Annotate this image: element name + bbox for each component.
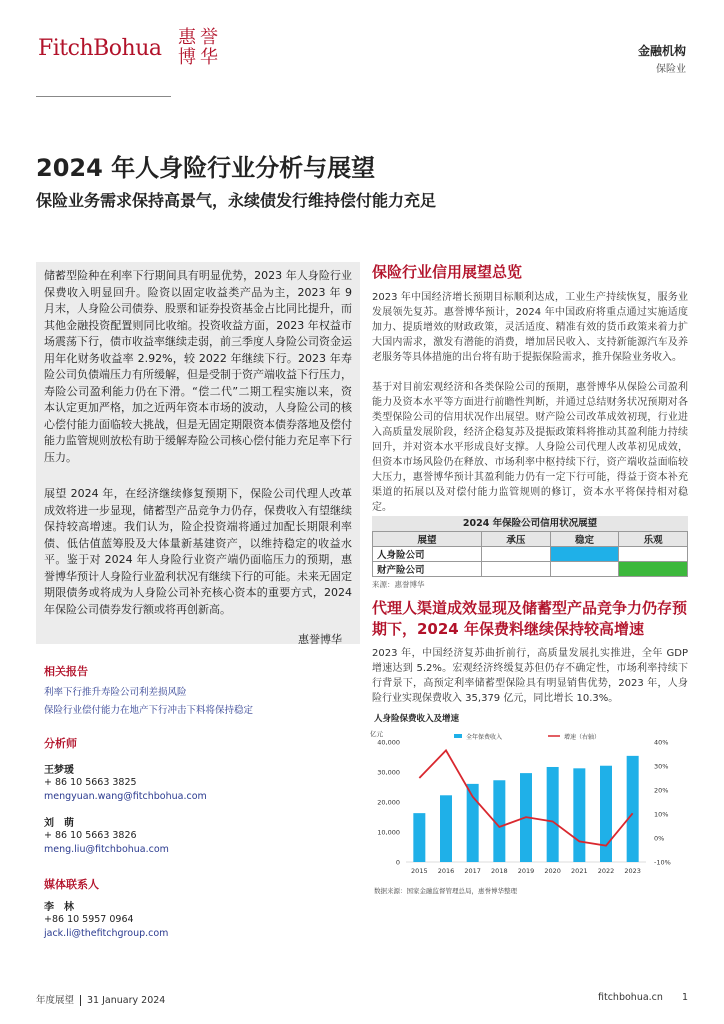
y-tick-left: 0 [395,858,400,867]
table-row [373,562,688,577]
legend-label-line: 增速（右轴） [564,734,601,741]
section-heading-outlook: 保险行业信用展望总览 [372,263,523,281]
bar-2020 [547,767,559,862]
section1-para-1: 2023 年中国经济增长预期目标顺利达成，工业生产持续恢复，服务业发展领先复苏。惠誉博华预计，2024 年中国政府将重点通过实施适度加力、提质增效的财政政策，灵活适度、精准有效的货币政策来着力扩大国内需求，激发有潜能的消费，增加居民收入、支持新能源汽车及养老服务等具体措施的出台将有助于提振保险需求，推升保险业务收入。 [372,292,688,363]
media-email[interactable]: jack.li@thefitchgroup.com [44,928,169,939]
x-tick-2023: 2023 [624,867,641,875]
y-tick-right: 0% [654,834,665,843]
bar-2021 [573,768,585,862]
y-tick-right: 30% [654,762,669,771]
y-tick-left: 10,000 [377,828,400,837]
table-header: 稳定 [550,532,619,547]
row-label: 人身险公司 [373,547,482,562]
premium-chart [366,722,696,898]
row-label: 财产险公司 [373,562,482,577]
analyst-1 [44,761,354,804]
summary-para-1: 储蓄型险种在利率下行期间具有明显优势，2023 年人身险行业保费收入明显回升。险资以固定收益类产品为主，2023 年 9 月末，人身险公司债券、股票和证券投资基金占比同比提升，而其他金融投资配置则同比收缩。投资收益方面，2023 年权益市场震荡下行，债市收益率继续走弱，前三季度人身险公司资金运用年化财务收益率 2.92%，较 2022 年继续下行。2023 年寿险公司负债端压力有所缓解，但是受制于资产端收益下行压力，寿险公司盈利能力仍在下滑。“偿二代”二期工程实施以来，资本认定更加严格，加之近两年资本市场的波动，人身险公司的核心偿付能力面临较大挑战，但是无固定期限资本债券落地及偿付能力监管规则放松有助于缓解寿险公司核心偿付能力充足率下行压力。 [44,269,352,464]
outlook-table-block [372,516,688,590]
bar-2022 [600,766,612,862]
chart-title: 人身险保费收入及增速 [374,714,460,724]
y-axis-left-label: 亿元 [370,730,383,738]
x-tick-2021: 2021 [571,867,588,875]
table-source: 来源：惠誉博华 [372,580,425,589]
y-tick-right: 20% [654,786,669,795]
related-link-2[interactable]: 保险行业偿付能力在地产下行冲击下料将保持稳定 [44,705,254,716]
analyst-email[interactable]: meng.liu@fitchbohua.com [44,844,169,855]
media-title: 媒体联系人 [44,878,99,891]
analyst-phone: + 86 10 5663 3826 [44,830,137,841]
bar-2016 [440,795,452,862]
y-tick-left: 30,000 [377,768,400,777]
summary-signature: 惠誉博华 [298,633,342,646]
cell-optimistic [619,547,688,562]
page-title: 2024 年人身险行业分析与展望 [36,154,376,182]
cell-pressure [482,562,551,577]
header-subcategory: 保险业 [656,64,686,75]
footer-site[interactable]: fitchbohua.cn [598,992,663,1003]
bar-2023 [627,756,639,862]
footer-date: 31 January 2024 [87,995,166,1006]
analyst-email[interactable]: mengyuan.wang@fitchbohua.com [44,791,207,802]
page-number: 1 [682,992,689,1003]
analyst-name: 王梦瑗 [44,765,74,776]
cell-pressure [482,547,551,562]
footer-divider [80,995,81,1006]
media-name: 李 林 [44,902,74,913]
cell-optimistic-pc [619,562,688,577]
chart-source: 数据来源：国家金融监督管理总局，惠誉博华整理 [374,887,517,895]
table-header: 乐观 [619,532,688,547]
section-heading-premium: 代理人渠道成效显现及储蓄型产品竞争力仍存预期下，2024 年保费料继续保持较高增速 [372,599,688,638]
bar-2015 [413,813,425,862]
x-tick-2015: 2015 [411,867,428,875]
analyst-title: 分析师 [44,737,77,750]
analyst-phone: + 86 10 5663 3825 [44,777,137,788]
legend-swatch-bar [454,734,462,738]
x-tick-2018: 2018 [491,867,508,875]
x-tick-2020: 2020 [544,867,561,875]
summary-para-2: 展望 2024 年，在经济继续修复预期下，保险公司代理人改革成效将进一步显现，储蓄型产品竞争力仍存，保费收入有望继续保持较高增速。我们认为，险企投资端将通过加配长期限利率债、低估值蓝筹股及大体量新基建资产，以维持稳定的收益水平。鉴于对 2024 年人身险行业资产端仍面临压力的预期，惠誉博华预计人身险行业盈利状况有继续下行的可能。未来无固定期限债务或将成为人身险公司补充核心资本的重要方式，2024 年保险公司债券发行额或将再创新高。 [44,487,352,616]
outlook-table [372,531,688,577]
related-reports [44,663,354,719]
page-subtitle: 保险业务需求保持高景气，永续债发行维持偿付能力充足 [36,191,437,210]
table-header: 展望 [373,532,482,547]
section2-para: 2023 年，中国经济复苏曲折前行，高质量发展扎实推进，全年 GDP 增速达到 5.2%。宏观经济终缓复苏但仍存不确定性，市场利率持续下行背景下，高预定利率储蓄型保险具有明显销售优势，2023 年，人身险行业实现保费收入 35,379 亿元，同比增长 10.3%。 [372,648,688,704]
cell-stable-life [550,547,619,562]
footer-report-type: 年度展望 [36,995,75,1006]
y-tick-right: 10% [654,810,669,819]
analysts-section [44,735,354,857]
logo-text: FitchBohua [38,36,162,61]
header-divider [36,96,171,97]
y-tick-right: -10% [654,858,671,867]
logo-cn-line2: 博华 [178,47,222,68]
cell-stable [550,562,619,577]
table-row [373,547,688,562]
x-tick-2017: 2017 [464,867,481,875]
footer-left [36,992,165,1006]
analyst-name: 刘 萌 [44,818,74,829]
table-header: 承压 [482,532,551,547]
x-tick-2016: 2016 [437,867,455,875]
related-link-1[interactable]: 利率下行推升寿险公司利差损风险 [44,687,187,698]
section1-para-2: 基于对目前宏观经济和各类保险公司的预期，惠誉博华从保险公司盈利能力及资本水平等方面进行前瞻性判断，并通过总结财务状况预期对各类型保险公司的信用状况作出展望。财产险公司改革成效初现，行业进入高质量发展阶段，经济企稳复苏及提振政策料将推动其盈利能力持续回升，并对资本水平形成良好支撑。人身险公司代理人改革初见成效，但资本市场风险仍在释放、市场利率中枢持续下行，资产端收益面临较大压力，惠誉博华预计其盈利能力仍有一定下行可能，得益于资本补充渠道的拓展以及对偿付能力监管规则的修订，资本水平将保持相对稳定。 [372,382,688,513]
media-phone: +86 10 5957 0964 [44,914,134,925]
logo-cn-line1: 惠誉 [178,27,222,48]
logo-chinese [178,28,228,68]
media-contact-section [44,876,354,941]
analyst-2 [44,814,354,857]
x-tick-2019: 2019 [517,867,535,875]
related-title: 相关报告 [44,665,88,678]
logo [38,36,162,61]
y-tick-left: 20,000 [377,798,400,807]
y-tick-right: 40% [654,738,669,747]
legend-label-bar: 全年保费收入 [466,734,503,741]
outlook-table-title: 2024 年保险公司信用状况展望 [372,516,688,531]
x-tick-2022: 2022 [597,867,615,875]
y-tick-left: 40,000 [377,738,400,747]
header-category: 金融机构 [637,44,686,58]
table-header-row [373,532,688,547]
